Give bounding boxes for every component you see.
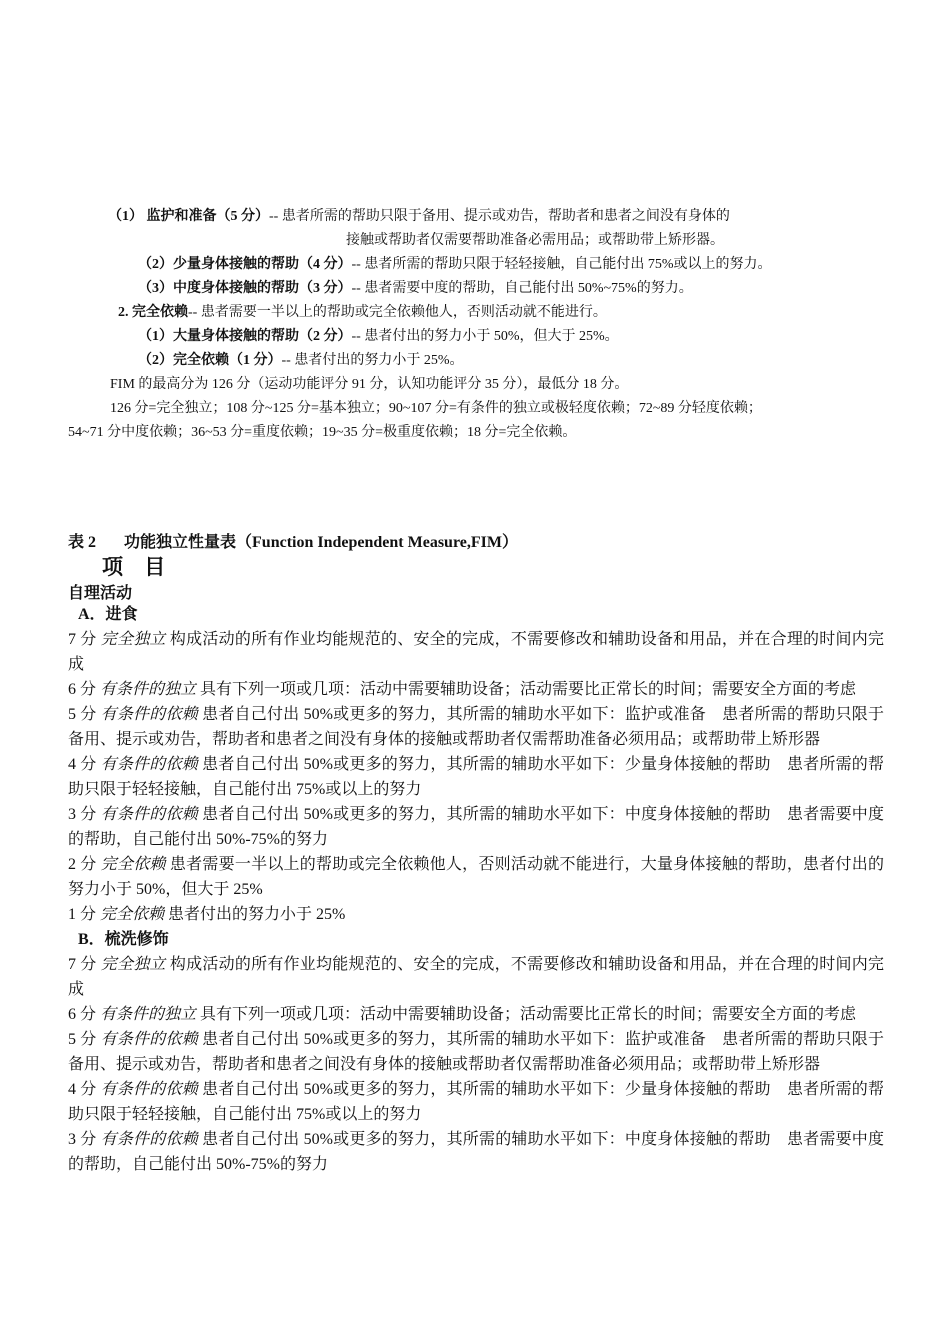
score-level: 完全依赖 bbox=[100, 856, 166, 873]
intro-text: -- 患者所需的帮助只限于备用、提示或劝告，帮助者和患者之间没有身体的 bbox=[269, 209, 730, 224]
score-level: 有条件的独立 bbox=[100, 681, 197, 698]
intro-text: -- 患者需要中度的帮助，自己能付出 50%~75%的努力。 bbox=[351, 281, 693, 296]
score-entry bbox=[68, 677, 884, 702]
score-description: 患者自己付出 50%或更多的努力，其所需的辅助水平如下：中度身体接触的帮助 患者需要中度的帮助，自己能付出 50%-75%的努力 bbox=[68, 806, 884, 848]
score-value: 5 分 bbox=[68, 1031, 97, 1048]
score-range-line: FIM 的最高分为 126 分（运动功能评分 91 分，认知功能评分 35 分），最低分 18 分。 bbox=[110, 377, 629, 392]
score-entry bbox=[68, 1027, 884, 1077]
intro-term: （1） 监护和准备（5 分） bbox=[108, 209, 269, 224]
grading-line: 54~71 分中度依赖；36~53 分=重度依赖；19~35 分=极重度依赖；18 分=完全依赖。 bbox=[68, 425, 577, 440]
intro-line bbox=[0, 301, 950, 325]
intro-text: -- 患者付出的努力小于 25%。 bbox=[281, 353, 464, 368]
score-description: 具有下列一项或几项：活动中需要辅助设备；活动需要比正常长的时间；需要安全方面的考虑 bbox=[200, 681, 857, 698]
score-level: 完全独立 bbox=[100, 631, 166, 648]
item-heading: B．梳洗修饰 bbox=[78, 931, 169, 948]
score-description: 构成活动的所有作业均能规范的、安全的完成，不需要修改和辅助设备和用品，并在合理的时间内完成 bbox=[68, 956, 884, 998]
score-entry bbox=[68, 1077, 884, 1127]
score-description: 患者自己付出 50%或更多的努力，其所需的辅助水平如下：中度身体接触的帮助 患者需要中度的帮助，自己能付出 50%-75%的努力 bbox=[68, 1131, 884, 1173]
intro-line bbox=[0, 349, 950, 373]
score-value: 4 分 bbox=[68, 756, 97, 773]
column-heading: 项 目 bbox=[102, 555, 174, 579]
score-entry bbox=[68, 952, 884, 1002]
grading-line: 126 分=完全独立；108 分~125 分=基本独立；90~107 分=有条件的独立或极轻度依赖；72~89 分轻度依赖； bbox=[110, 401, 762, 416]
item-heading: A．进食 bbox=[78, 606, 138, 623]
intro-term: （1）大量身体接触的帮助（2 分） bbox=[138, 329, 352, 344]
score-value: 1 分 bbox=[68, 906, 97, 923]
score-description: 患者自己付出 50%或更多的努力，其所需的辅助水平如下：监护或准备 患者所需的帮助只限于备用、提示或劝告，帮助者和患者之间没有身体的接触或帮助者仅需帮助准备必须用品；或帮助带上矫形器 bbox=[68, 1031, 884, 1073]
score-level: 完全独立 bbox=[100, 956, 166, 973]
score-entry bbox=[68, 902, 884, 927]
score-entry bbox=[68, 1127, 884, 1177]
intro-text: -- 患者需要一半以上的帮助或完全依赖他人，否则活动就不能进行。 bbox=[188, 305, 607, 320]
score-description: 患者自己付出 50%或更多的努力，其所需的辅助水平如下：少量身体接触的帮助 患者所需的帮助只限于轻轻接触，自己能付出 75%或以上的努力 bbox=[68, 756, 884, 798]
score-value: 3 分 bbox=[68, 806, 97, 823]
intro-line: 接触或帮助者仅需要帮助准备必需用品；或帮助带上矫形器。 bbox=[346, 233, 724, 248]
score-entry bbox=[68, 752, 884, 802]
score-description: 患者需要一半以上的帮助或完全依赖他人，否则活动就不能进行，大量身体接触的帮助，患者付出的努力小于 50%，但大于 25% bbox=[68, 856, 884, 898]
score-description: 患者付出的努力小于 25% bbox=[168, 906, 346, 923]
table-title bbox=[68, 529, 518, 552]
score-value: 3 分 bbox=[68, 1131, 97, 1148]
intro-text: -- 患者付出的努力小于 50%，但大于 25%。 bbox=[351, 329, 619, 344]
score-level: 有条件的独立 bbox=[100, 1006, 197, 1023]
score-level: 有条件的依赖 bbox=[100, 706, 198, 723]
intro-text: -- 患者所需的帮助只限于轻轻接触，自己能付出 75%或以上的努力。 bbox=[351, 257, 772, 272]
score-level: 有条件的依赖 bbox=[100, 1081, 198, 1098]
score-value: 4 分 bbox=[68, 1081, 97, 1098]
score-description: 患者自己付出 50%或更多的努力，其所需的辅助水平如下：监护或准备 患者所需的帮助只限于备用、提示或劝告，帮助者和患者之间没有身体的接触或帮助者仅需帮助准备必须用品；或帮助带上矫形器 bbox=[68, 706, 884, 748]
intro-line bbox=[0, 277, 950, 301]
score-entry bbox=[68, 802, 884, 852]
intro-line bbox=[0, 205, 950, 229]
intro-term: （2）少量身体接触的帮助（4 分） bbox=[138, 257, 352, 272]
table-label: 表 2 bbox=[68, 534, 97, 551]
intro-line bbox=[0, 253, 950, 277]
score-entry bbox=[68, 852, 884, 902]
score-level: 有条件的依赖 bbox=[100, 806, 198, 823]
intro-line bbox=[0, 325, 950, 349]
fim-items bbox=[68, 602, 884, 1177]
score-value: 2 分 bbox=[68, 856, 97, 873]
score-level: 有条件的依赖 bbox=[100, 1131, 198, 1148]
section-heading: 自理活动 bbox=[68, 585, 133, 602]
intro-term: （3）中度身体接触的帮助（3 分） bbox=[138, 281, 352, 296]
score-value: 5 分 bbox=[68, 706, 97, 723]
score-value: 7 分 bbox=[68, 631, 97, 648]
score-level: 有条件的依赖 bbox=[100, 1031, 198, 1048]
score-entry bbox=[68, 1002, 884, 1027]
score-description: 患者自己付出 50%或更多的努力，其所需的辅助水平如下：少量身体接触的帮助 患者所需的帮助只限于轻轻接触，自己能付出 75%或以上的努力 bbox=[68, 1081, 884, 1123]
score-level: 完全依赖 bbox=[100, 906, 165, 923]
score-value: 6 分 bbox=[68, 681, 97, 698]
intro-section bbox=[0, 205, 950, 445]
score-level: 有条件的依赖 bbox=[100, 756, 198, 773]
score-entry bbox=[68, 702, 884, 752]
intro-term: （2）完全依赖（1 分） bbox=[138, 353, 282, 368]
score-description: 构成活动的所有作业均能规范的、安全的完成，不需要修改和辅助设备和用品，并在合理的时间内完成 bbox=[68, 631, 884, 673]
score-value: 6 分 bbox=[68, 1006, 97, 1023]
table-title-text: 功能独立性量表（Function Independent Measure,FIM） bbox=[124, 534, 518, 551]
intro-term: 2. 完全依赖 bbox=[118, 305, 188, 320]
score-value: 7 分 bbox=[68, 956, 97, 973]
score-entry bbox=[68, 627, 884, 677]
score-description: 具有下列一项或几项：活动中需要辅助设备；活动需要比正常长的时间；需要安全方面的考虑 bbox=[200, 1006, 857, 1023]
